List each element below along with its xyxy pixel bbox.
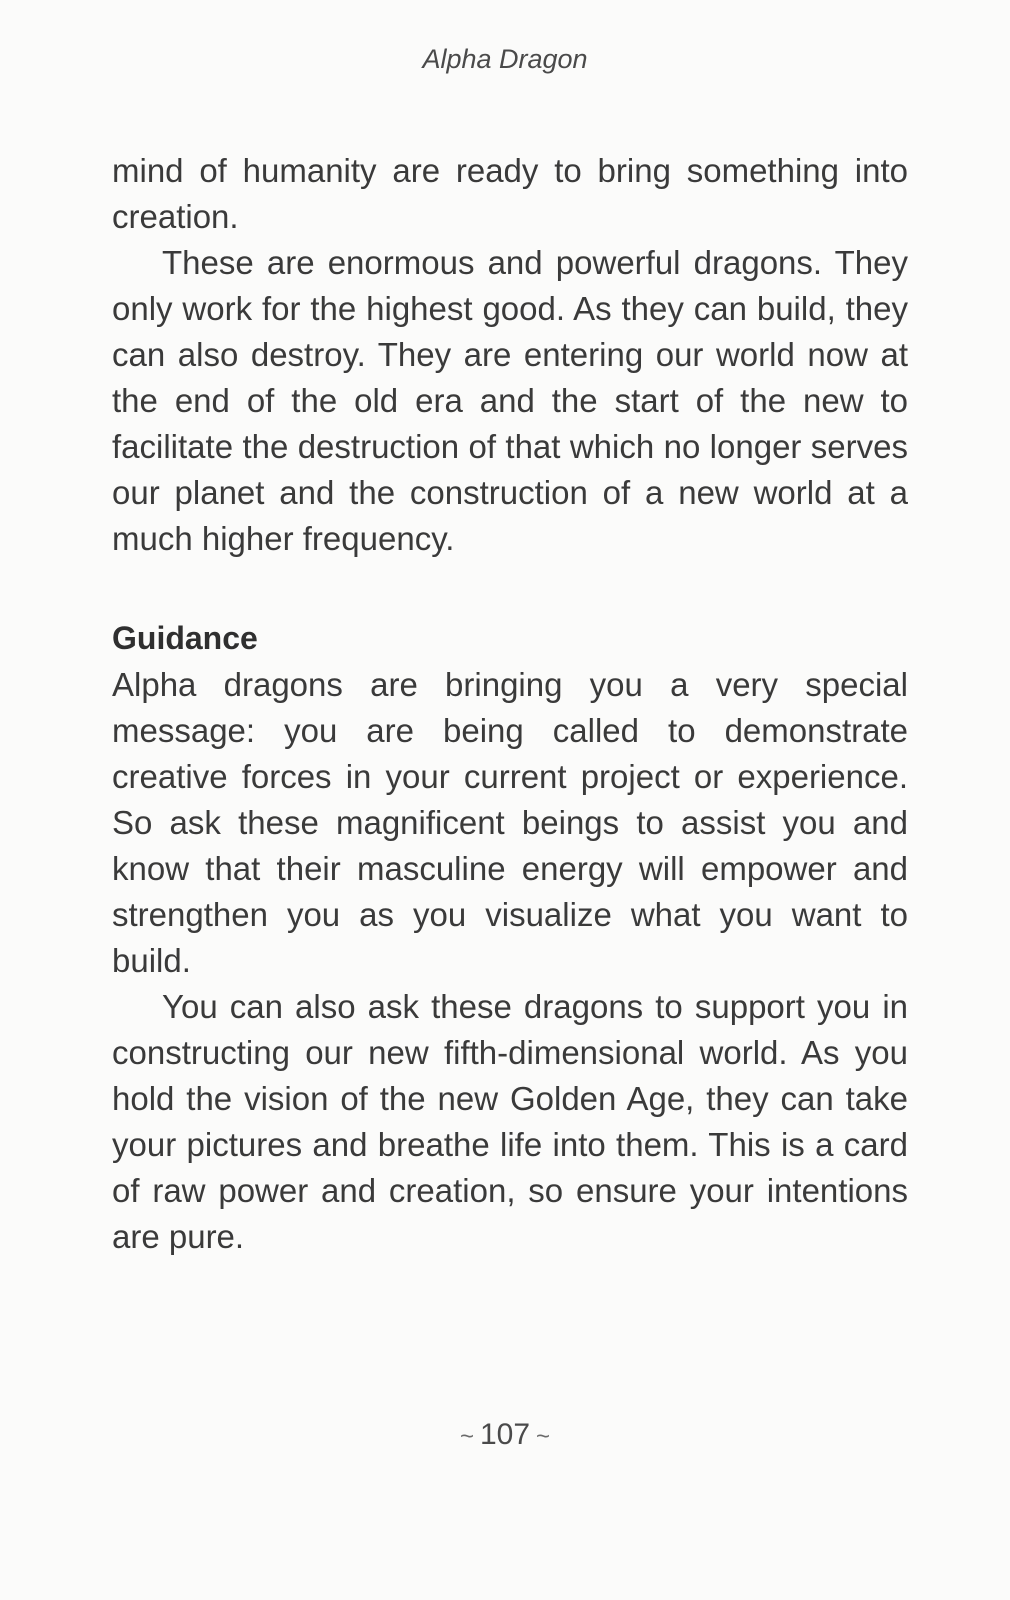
paragraph: You can also ask these dragons to support you in constructing our new fifth-dimensional world. As you hold the vision of the new Golden Age, they can take your pictures and breathe life into them. This is a card of raw power and creation, so ensure your intentions are pure.: [112, 988, 908, 1255]
body-text: [112, 148, 908, 1260]
section-heading: Guidance: [112, 620, 258, 656]
page-number-footer: [0, 1418, 1010, 1452]
ornament-left: ~: [459, 1423, 474, 1450]
ornament-right: ~: [536, 1423, 551, 1450]
paragraph: These are enormous and powerful dragons. They only work for the highest good. As they can build, they can also destroy. They are entering our world now at the end of the old era and the start of the new to facilitate the destruction of that which no longer serves our planet and the construction of a new world at a much higher frequency.: [112, 244, 908, 557]
paragraph: Alpha dragons are bringing you a very special message: you are being called to demonstrate creative forces in your current project or experience. So ask these magnificent beings to assist you and know that their masculine energy will empower and strengthen you as you visualize what you want to build.: [112, 666, 908, 979]
page-number: 107: [479, 1418, 531, 1451]
paragraph-continuation: mind of humanity are ready to bring something into creation.: [112, 152, 908, 235]
running-head: Alpha Dragon: [422, 44, 588, 74]
